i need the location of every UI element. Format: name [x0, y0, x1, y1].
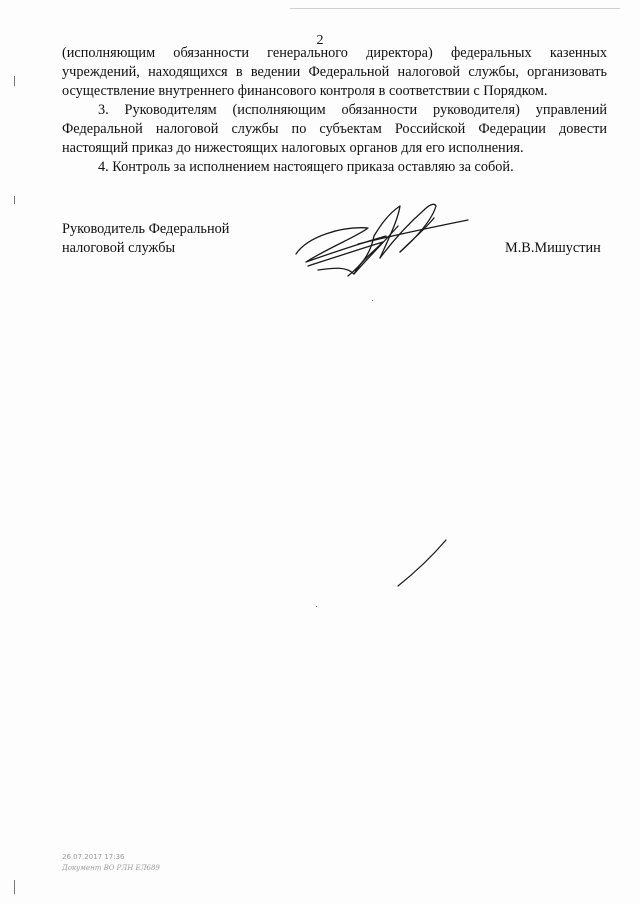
paragraph-item-3: 3. Руководителям (исполняющим обязанности руководителя) управлений Федеральной налоговой службы по субъектам Российской Федерации довести настоящий приказ до нижестоящих налоговых органов для его исполнения.: [62, 102, 607, 156]
paragraph-continuation: (исполняющим обязанности генерального директора) федеральных казенных учреждений, находящихся в ведении Федеральной налоговой службы, организовать осуществление внутреннего финансового контроля в соответствии с Порядком.: [62, 45, 607, 99]
blank-space-slash-mark: [396, 538, 448, 588]
scan-artifact: [316, 606, 317, 607]
registration-system-line: Документ ВО РЛН ЕЛ689: [62, 864, 160, 872]
paragraph-item-4: 4. Контроль за исполнением настоящего приказа оставляю за собой.: [98, 159, 514, 175]
signatory-title: [62, 220, 229, 258]
document-body: [62, 44, 607, 177]
handwritten-signature: [288, 196, 473, 286]
registration-stamp: [62, 852, 160, 874]
scan-artifact: [14, 196, 15, 204]
registration-timestamp: 26.07.2017 17:36: [62, 853, 125, 861]
signatory-title-line: налоговой службы: [62, 240, 176, 256]
signatory-name: М.В.Мишустин: [505, 240, 601, 256]
scan-top-edge: [290, 8, 620, 9]
scan-artifact: [14, 880, 15, 894]
page-number: 2: [316, 33, 324, 48]
signatory-title-line: Руководитель Федеральной: [62, 221, 230, 237]
scan-artifact: [14, 76, 15, 86]
scan-artifact: [372, 300, 373, 301]
